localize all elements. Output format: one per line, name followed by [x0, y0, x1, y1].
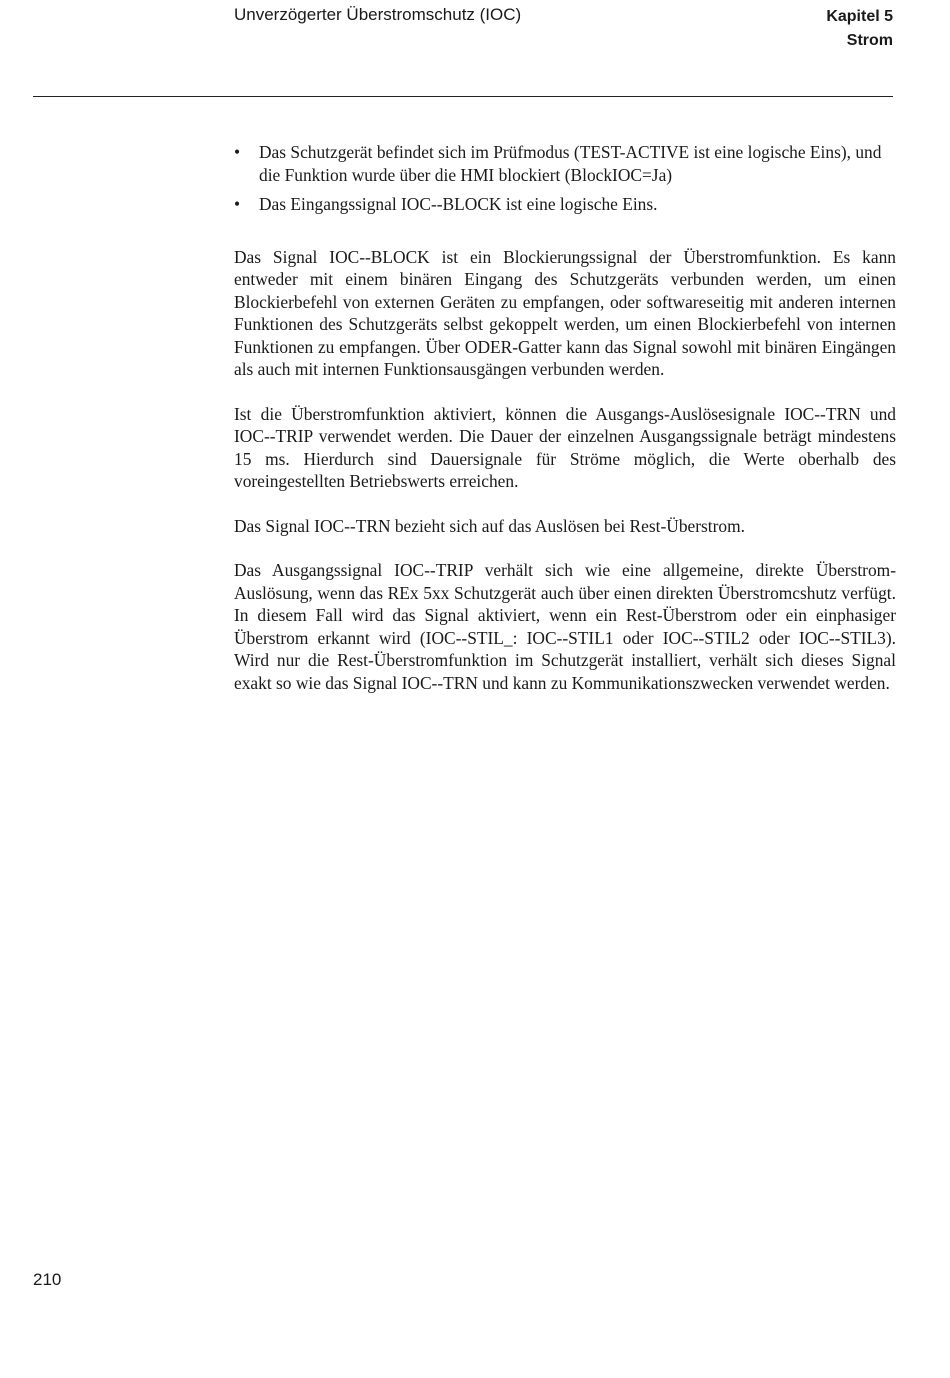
- paragraph-block-signal: Das Signal IOC--BLOCK ist ein Blockierungssignal der Überstromfunktion. Es kann entweder mit einem binären Eingang des Schutzgeräts verbunden werden, um einen Blockierbefehl von externen Geräten zu empfangen, oder softwareseitig mit anderen internen Funktionen des Schutzgeräts selbst gekoppelt werden, um einen Blockierbefehl von internen Funktionen zu empfangen. Über ODER-Gatter kann das Signal sowohl mit binären Eingängen als auch mit internen Funktionsausgängen verbunden werden.: [234, 246, 896, 379]
- running-header-chapter: [826, 5, 893, 53]
- page-number: 210: [33, 1270, 62, 1289]
- bullet-marker: •: [234, 194, 241, 214]
- running-header-section-title: Unverzögerter Überstromschutz (IOC): [234, 5, 522, 24]
- list-item-text: Das Eingangssignal IOC--BLOCK ist eine logische Eins.: [259, 194, 658, 214]
- condition-list: [234, 141, 896, 216]
- list-item-text: Das Schutzgerät befindet sich im Prüfmodus (TEST-ACTIVE ist eine logische Eins), und die Funktion wurde über die HMI blockiert (BlockIOC=Ja): [259, 142, 882, 185]
- chapter-number: Kapitel 5: [826, 8, 893, 25]
- paragraph-trn-signal: Das Signal IOC--TRN bezieht sich auf das Auslösen bei Rest-Überstrom.: [234, 515, 745, 536]
- paragraph-trip-outputs: Ist die Überstromfunktion aktiviert, können die Ausgangs-Auslösesignale IOC--TRN und IOC--TRIP verwendet werden. Die Dauer der einzelnen Ausgangssignale beträgt mindestens 15 ms. Hierdurch sind Dauersignale für Ströme möglich, die Werte oberhalb des voreingestellten Betriebswerts erreichen.: [234, 403, 896, 491]
- header-divider: [33, 96, 893, 97]
- bullet-marker: •: [234, 142, 241, 162]
- body-content: [234, 141, 896, 716]
- paragraph-trip-signal: Das Ausgangssignal IOC--TRIP verhält sich wie eine allgemeine, direkte Überstrom-Auslösung, wenn das REx 5xx Schutzgerät auch über einen direkten Überstromcshutz verfügt. In diesem Fall wird das Signal aktiviert, wenn ein Rest-Überstrom oder ein einphasiger Überstrom erkannt wird (IOC--STIL_: IOC--STIL1 oder IOC--STIL2 oder IOC--STIL3). Wird nur die Rest-Überstromfunktion im Schutzgerät installiert, verhält sich dieses Signal exakt so wie das Signal IOC--TRN und kann zu Kommunikationszwecken verwendet werden.: [234, 560, 896, 693]
- chapter-title: Strom: [846, 32, 893, 49]
- list-item: [234, 193, 896, 216]
- list-item: [234, 141, 896, 186]
